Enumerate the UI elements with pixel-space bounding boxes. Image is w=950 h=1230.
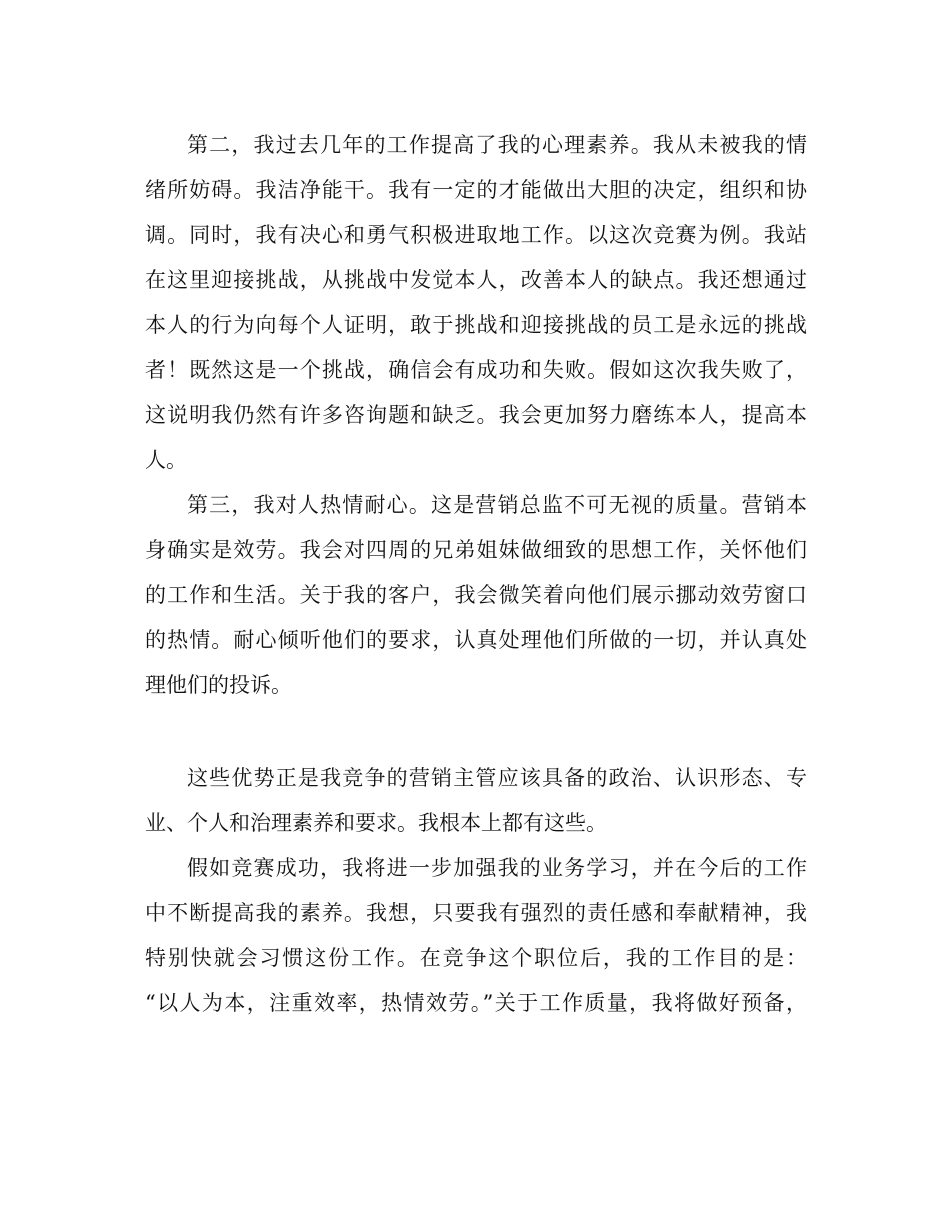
text-line: 身确实是效劳。我会对四周的兄弟姐妹做细致的思想工作，关怀他们	[145, 538, 807, 562]
text-line: 人。	[145, 448, 187, 472]
text-line: 绪所妨碍。我洁净能干。我有一定的才能做出大胆的决定，组织和协	[145, 178, 807, 202]
text-line: 第二，我过去几年的工作提高了我的心理素养。我从未被我的情	[187, 133, 807, 157]
document-body	[145, 123, 807, 1026]
text-line: 的热情。耐心倾听他们的要求，认真处理他们所做的一切，并认真处	[145, 628, 807, 652]
text-line: 假如竞赛成功，我将进一步加强我的业务学习，并在今后的工作	[187, 856, 807, 880]
text-line: 理他们的投诉。	[145, 673, 292, 697]
paragraph-future-plan	[145, 846, 807, 1026]
text-line: 这说明我仍然有许多咨询题和缺乏。我会更加努力磨练本人，提高本	[145, 403, 807, 427]
text-line: 第三，我对人热情耐心。这是营销总监不可无视的质量。营销本	[187, 493, 807, 517]
text-line: 特别快就会习惯这份工作。在竞争这个职位后，我的工作目的是：	[145, 946, 807, 970]
text-line: 的工作和生活。关于我的客户，我会微笑着向他们展示挪动效劳窗口	[145, 583, 807, 607]
text-line: 调。同时，我有决心和勇气积极进取地工作。以这次竞赛为例。我站	[145, 223, 807, 247]
paragraph-second-point	[145, 123, 807, 483]
text-line: 这些优势正是我竞争的营销主管应该具备的政治、认识形态、专	[187, 766, 807, 790]
paragraph-strengths-summary	[145, 756, 807, 846]
text-line: 中不断提高我的素养。我想，只要我有强烈的责任感和奉献精神，我	[145, 901, 807, 925]
paragraph-gap	[145, 708, 807, 756]
text-line: 在这里迎接挑战，从挑战中发觉本人，改善本人的缺点。我还想通过	[145, 268, 807, 292]
text-line: “以人为本，注重效率，热情效劳。”关于工作质量，我将做好预备，	[145, 991, 807, 1015]
paragraph-third-point	[145, 483, 807, 708]
text-line: 本人的行为向每个人证明，敢于挑战和迎接挑战的员工是永远的挑战	[145, 313, 807, 337]
text-line: 者！既然这是一个挑战，确信会有成功和失败。假如这次我失败了，	[145, 358, 807, 382]
text-line: 业、个人和治理素养和要求。我根本上都有这些。	[145, 811, 607, 835]
